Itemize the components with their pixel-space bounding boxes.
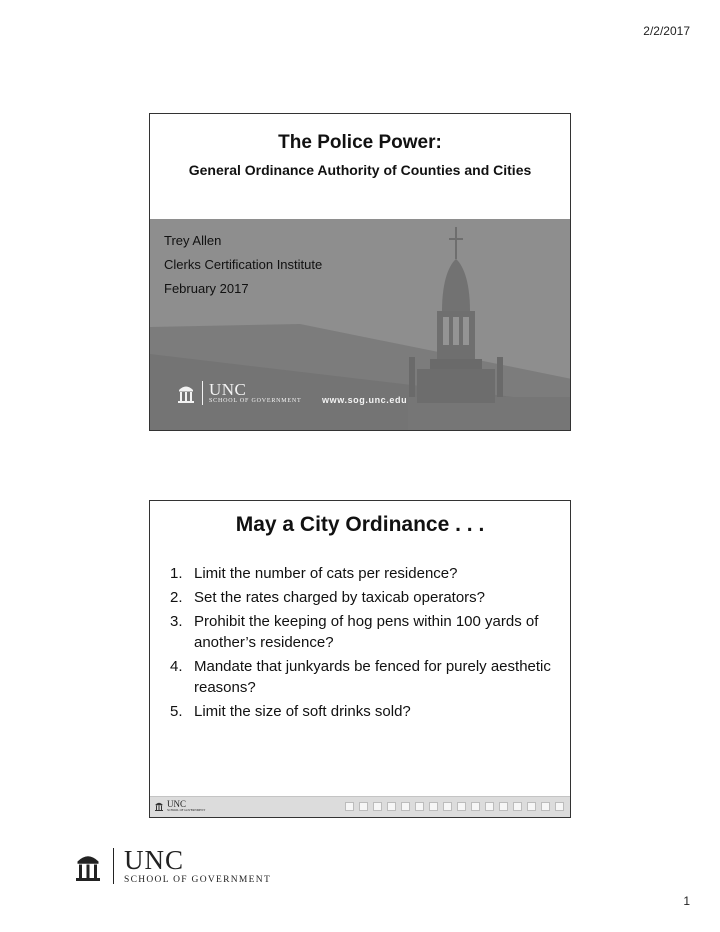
page-number: 1 <box>683 894 690 908</box>
logo-school-text: SCHOOL OF GOVERNMENT <box>124 875 272 885</box>
list-text: Mandate that junkyards be fenced for purely aesthetic reasons? <box>194 658 551 696</box>
nav-square <box>513 802 522 811</box>
list-item <box>170 701 555 722</box>
nav-square <box>499 802 508 811</box>
list-number: 4. <box>170 658 183 675</box>
slide-title: The Police Power: <box>278 132 442 153</box>
list-item <box>170 656 555 698</box>
list-item <box>170 563 555 584</box>
footer-unc-logo <box>154 800 205 812</box>
slide-footer <box>150 796 570 817</box>
unc-logo <box>176 381 301 405</box>
list-text: Limit the size of soft drinks sold? <box>194 703 411 720</box>
logo-unc-text: UNC <box>209 380 247 399</box>
nav-square <box>471 802 480 811</box>
nav-square <box>429 802 438 811</box>
nav-square <box>555 802 564 811</box>
nav-square <box>415 802 424 811</box>
old-well-icon <box>154 800 164 812</box>
list-text: Prohibit the keeping of hog pens within 100 yards of another’s residence? <box>194 613 539 651</box>
nav-square <box>359 802 368 811</box>
nav-square <box>373 802 382 811</box>
title-slide-banner <box>150 219 570 431</box>
slide-subtitle: General Ordinance Authority of Counties and Cities <box>188 162 532 178</box>
logo-unc-text: UNC <box>124 845 185 875</box>
list-text: Limit the number of cats per residence? <box>194 565 458 582</box>
nav-square <box>401 802 410 811</box>
nav-square <box>527 802 536 811</box>
list-number: 3. <box>170 613 183 630</box>
list-item <box>170 611 555 653</box>
nav-square <box>345 802 354 811</box>
list-number: 2. <box>170 589 183 606</box>
unc-sog-logo <box>73 847 271 885</box>
logo-divider <box>202 381 203 405</box>
nav-square <box>457 802 466 811</box>
title-slide <box>149 113 571 431</box>
slide-nav-squares <box>345 802 564 811</box>
logo-divider <box>113 848 114 884</box>
presenter-date: February 2017 <box>164 281 249 296</box>
list-item <box>170 587 555 608</box>
nav-square <box>387 802 396 811</box>
nav-square <box>443 802 452 811</box>
footer-logo-school: SCHOOL OF GOVERNMENT <box>167 808 206 812</box>
question-list <box>170 563 555 725</box>
title-slide-header <box>150 114 570 219</box>
old-well-icon <box>176 382 196 404</box>
presenter-info <box>164 229 322 301</box>
footer-logo-unc: UNC <box>167 799 187 809</box>
website-url: www.sog.unc.edu <box>322 395 408 405</box>
presenter-event: Clerks Certification Institute <box>164 257 323 272</box>
list-number: 1. <box>170 565 183 582</box>
logo-school-text: SCHOOL OF GOVERNMENT <box>209 398 302 404</box>
nav-square <box>541 802 550 811</box>
old-well-icon <box>73 849 103 883</box>
page-date: 2/2/2017 <box>643 24 690 38</box>
question-slide <box>149 500 571 818</box>
presenter-name: Trey Allen <box>164 233 222 248</box>
nav-square <box>485 802 494 811</box>
list-number: 5. <box>170 703 183 720</box>
list-text: Set the rates charged by taxicab operators? <box>194 589 486 606</box>
slide-title: May a City Ordinance . . . <box>235 513 485 536</box>
